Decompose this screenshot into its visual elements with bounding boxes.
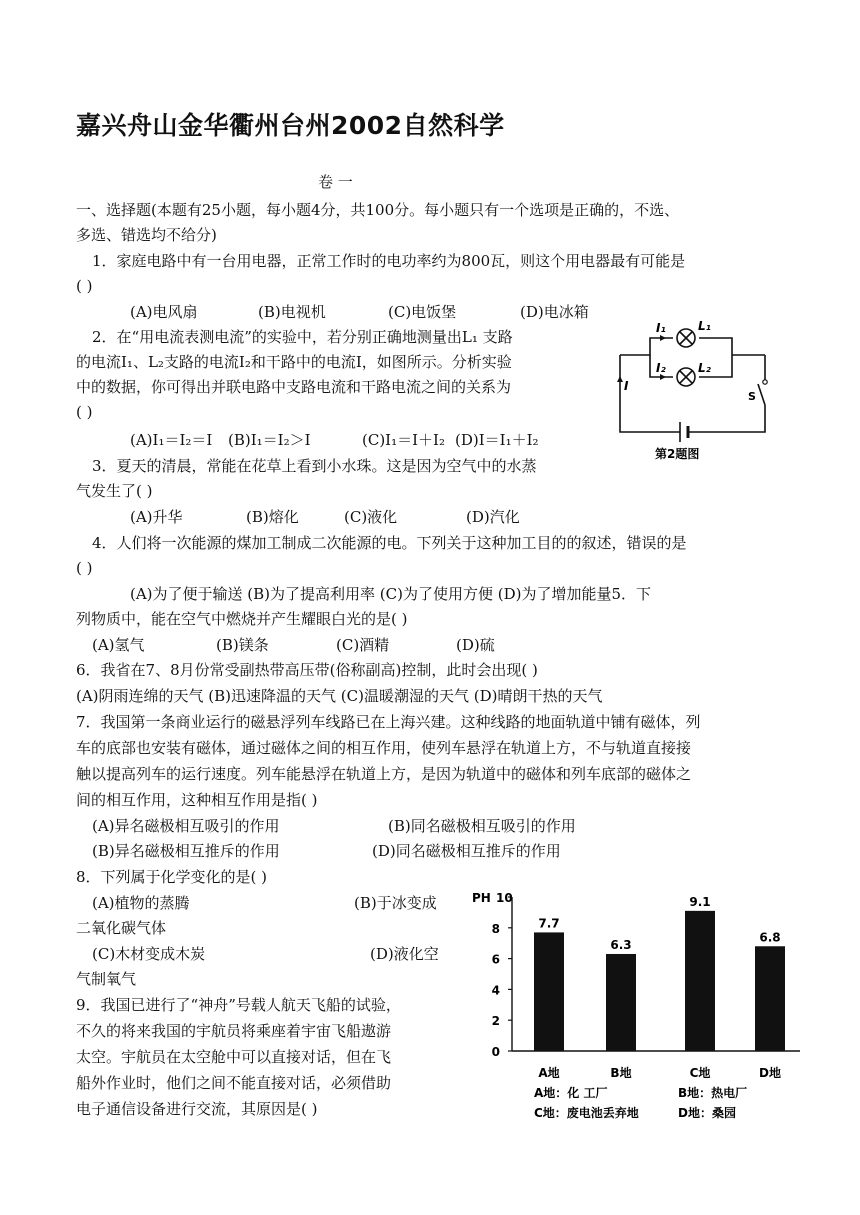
q7-stem-4: 间的相互作用，这种相互作用是指( ) <box>76 791 318 809</box>
q2-stem-2: 的电流I₁、L₂支路的电流I₂和干路中的电流I，如图所示。分析实验 <box>76 353 512 371</box>
arrow-i1-icon <box>660 335 666 341</box>
q7-option-c: (B)异名磁极相互推斥的作用 <box>92 842 280 860</box>
bar-value-label: 9.1 <box>689 894 711 909</box>
q2-stem-3: 中的数据，你可得出并联电路中支路电流和干路电流之间的关系为 <box>76 378 512 396</box>
label-i2: I₂ <box>656 361 666 375</box>
volume-heading: 卷 一 <box>318 173 353 191</box>
legend-entry: C地：废电池丢弃地 <box>534 1106 639 1120</box>
q9-stem-4: 船外作业时，他们之间不能直接对话，必须借助 <box>76 1074 392 1092</box>
q7-stem-2: 车的底部也安装有磁体，通过磁体之间的相互作用，使列车悬浮在轨道上方，不与轨道直接接 <box>76 739 692 757</box>
bar-value-label: 6.3 <box>610 937 632 952</box>
y-tick-label: 8 <box>491 921 500 936</box>
switch-blade-icon <box>758 384 765 405</box>
q8-option-b-cont: 二氧化碳气体 <box>76 919 167 937</box>
bar-category-label: D地 <box>759 1066 781 1080</box>
chart-bars <box>534 895 785 1080</box>
q3-option-b: (B)熔化 <box>246 508 299 526</box>
q3-option-c: (C)液化 <box>344 508 398 526</box>
chart-legend <box>534 1085 747 1120</box>
chart-bar <box>606 954 636 1051</box>
lamp-l1-cross <box>680 332 692 344</box>
label-l1: L₁ <box>698 320 711 333</box>
label-i1: I₁ <box>656 321 666 335</box>
chart-bar <box>685 911 715 1051</box>
section-instructions-1: 一、选择题(本题有25小题，每小题4分，共100分。每小题只有一个选项是正确的，不选、 <box>76 201 680 219</box>
legend-entry: D地：桑园 <box>678 1106 736 1120</box>
q8-option-a: (A)植物的蒸腾 <box>92 894 190 912</box>
circuit-svg <box>610 320 785 465</box>
q1-option-c: (C)电饭堡 <box>388 303 457 321</box>
y-tick-label: 6 <box>491 952 500 967</box>
circuit-diagram <box>610 320 785 465</box>
q7-option-a: (A)异名磁极相互吸引的作用 <box>92 817 280 835</box>
q9-stem-3: 太空。宇航员在太空舱中可以直接对话，但在飞 <box>76 1048 392 1066</box>
q1-stem-1: 1．家庭电路中有一台用电器，正常工作时的电功率约为800瓦，则这个用电器最有可能是 <box>92 252 686 270</box>
q3-stem-1: 3．夏天的清晨，常能在花草上看到小水珠。这是因为空气中的水蒸 <box>92 457 537 475</box>
bar-category-label: C地 <box>689 1066 711 1080</box>
q9-stem-1: 9．我国已进行了“神舟”号载人航天飞船的试验， <box>76 996 401 1014</box>
q7-stem-3: 触以提高列车的运行速度。列车能悬浮在轨道上方，是因为轨道中的磁体和列车底部的磁体之 <box>76 765 692 783</box>
y-tick-label: 4 <box>491 983 500 998</box>
y-tick-label: 10 <box>496 891 513 905</box>
q2-option-a: (A)I₁＝I₂＝I <box>130 431 213 449</box>
q7-option-b: (B)同名磁极相互吸引的作用 <box>388 817 576 835</box>
section-instructions-2: 多选、错选均不给分) <box>76 226 217 244</box>
q9-stem-5: 电子通信设备进行交流，其原因是( ) <box>76 1100 318 1118</box>
y-tick-label: 0 <box>491 1045 500 1059</box>
bar-value-label: 6.8 <box>759 930 781 945</box>
q2-stem-4: ( ) <box>76 403 93 421</box>
chart-y-ticks <box>492 891 513 1059</box>
circuit-caption: 第2题图 <box>655 447 700 461</box>
circuit-wire-bottom-right <box>700 405 765 432</box>
q2-option-d: (D)I＝I₁＋I₂ <box>455 431 539 449</box>
label-s: S <box>748 390 756 403</box>
q2-stem-1: 2．在“用电流表测电流”的实验中，若分别正确地测量出L₁ 支路 <box>92 328 513 346</box>
branch1-wire-right <box>699 338 732 355</box>
q3-stem-2: 气发生了( ) <box>76 482 153 500</box>
q2-option-b: (B)I₁＝I₂＞I <box>228 431 311 449</box>
q8-option-c: (C)木材变成木炭 <box>92 945 206 963</box>
chart-y-label: PH <box>472 891 491 905</box>
q3-option-a: (A)升华 <box>130 508 183 526</box>
switch-contact-icon <box>763 380 767 384</box>
q8-stem-1: 8．下列属于化学变化的是( ) <box>76 868 268 886</box>
q1-option-a: (A)电风扇 <box>130 303 198 321</box>
q7-stem-1: 7．我国第一条商业运行的磁悬浮列车线路已在上海兴建。这种线路的地面轨道中铺有磁体，列 <box>76 713 701 731</box>
q5-option-b: (B)镁条 <box>216 636 269 654</box>
q7-option-d: (D)同名磁极相互推斥的作用 <box>372 842 561 860</box>
arrow-i-icon <box>617 376 623 382</box>
chart-bar <box>755 946 785 1051</box>
bar-category-label: A地 <box>538 1066 560 1080</box>
branch1-wire-left <box>620 338 673 355</box>
q6-stem-1: 6．我省在7、8月份常受副热带高压带(俗称副高)控制，此时会出现( ) <box>76 661 538 679</box>
q5-stem-1: 列物质中，能在空气中燃烧并产生耀眼白光的是( ) <box>76 610 408 628</box>
q5-option-c: (C)酒精 <box>336 636 390 654</box>
q8-option-b: (B)于冰变成 <box>354 894 437 912</box>
label-i: I <box>624 379 629 393</box>
y-tick-label: 2 <box>491 1014 500 1029</box>
q5-option-a: (A)氢气 <box>92 636 145 654</box>
bar-category-label: B地 <box>610 1066 632 1080</box>
q9-stem-2: 不久的将来我国的宇航员将乘座着宇宙飞船遨游 <box>76 1022 392 1040</box>
bar-value-label: 7.7 <box>538 916 560 931</box>
q8-option-d: (D)液化空 <box>370 945 439 963</box>
q3-option-d: (D)汽化 <box>466 508 520 526</box>
q4-stem-1: 4．人们将一次能源的煤加工制成二次能源的电。下列关于这种加工目的的叙述，错误的是 <box>92 534 687 552</box>
chart-bar <box>534 932 564 1051</box>
ph-chart-svg <box>462 883 807 1128</box>
q8-option-d-cont: 气制氧气 <box>76 970 137 988</box>
q1-stem-2: ( ) <box>76 277 93 295</box>
q4-stem-2: ( ) <box>76 559 93 577</box>
q4-options: (A)为了便于输送 (B)为了提高利用率 (C)为了使用方便 (D)为了增加能量5．下 <box>130 585 652 603</box>
q5-option-d: (D)硫 <box>456 636 495 654</box>
page-title: 嘉兴舟山金华衢州台州2002自然科学 <box>76 111 505 140</box>
q1-option-b: (B)电视机 <box>258 303 326 321</box>
ph-bar-chart <box>462 883 807 1128</box>
legend-entry: A地：化 工厂 <box>534 1086 608 1100</box>
legend-entry: B地：热电厂 <box>678 1086 748 1100</box>
q1-option-d: (D)电冰箱 <box>520 303 589 321</box>
q2-option-c: (C)I₁＝I＋I₂ <box>362 431 445 449</box>
lamp-l2-cross <box>680 371 692 383</box>
q6-options: (A)阴雨连绵的天气 (B)迅速降温的天气 (C)温暖潮湿的天气 (D)晴朗干热的天气 <box>76 687 603 705</box>
label-l2: L₂ <box>698 361 711 375</box>
